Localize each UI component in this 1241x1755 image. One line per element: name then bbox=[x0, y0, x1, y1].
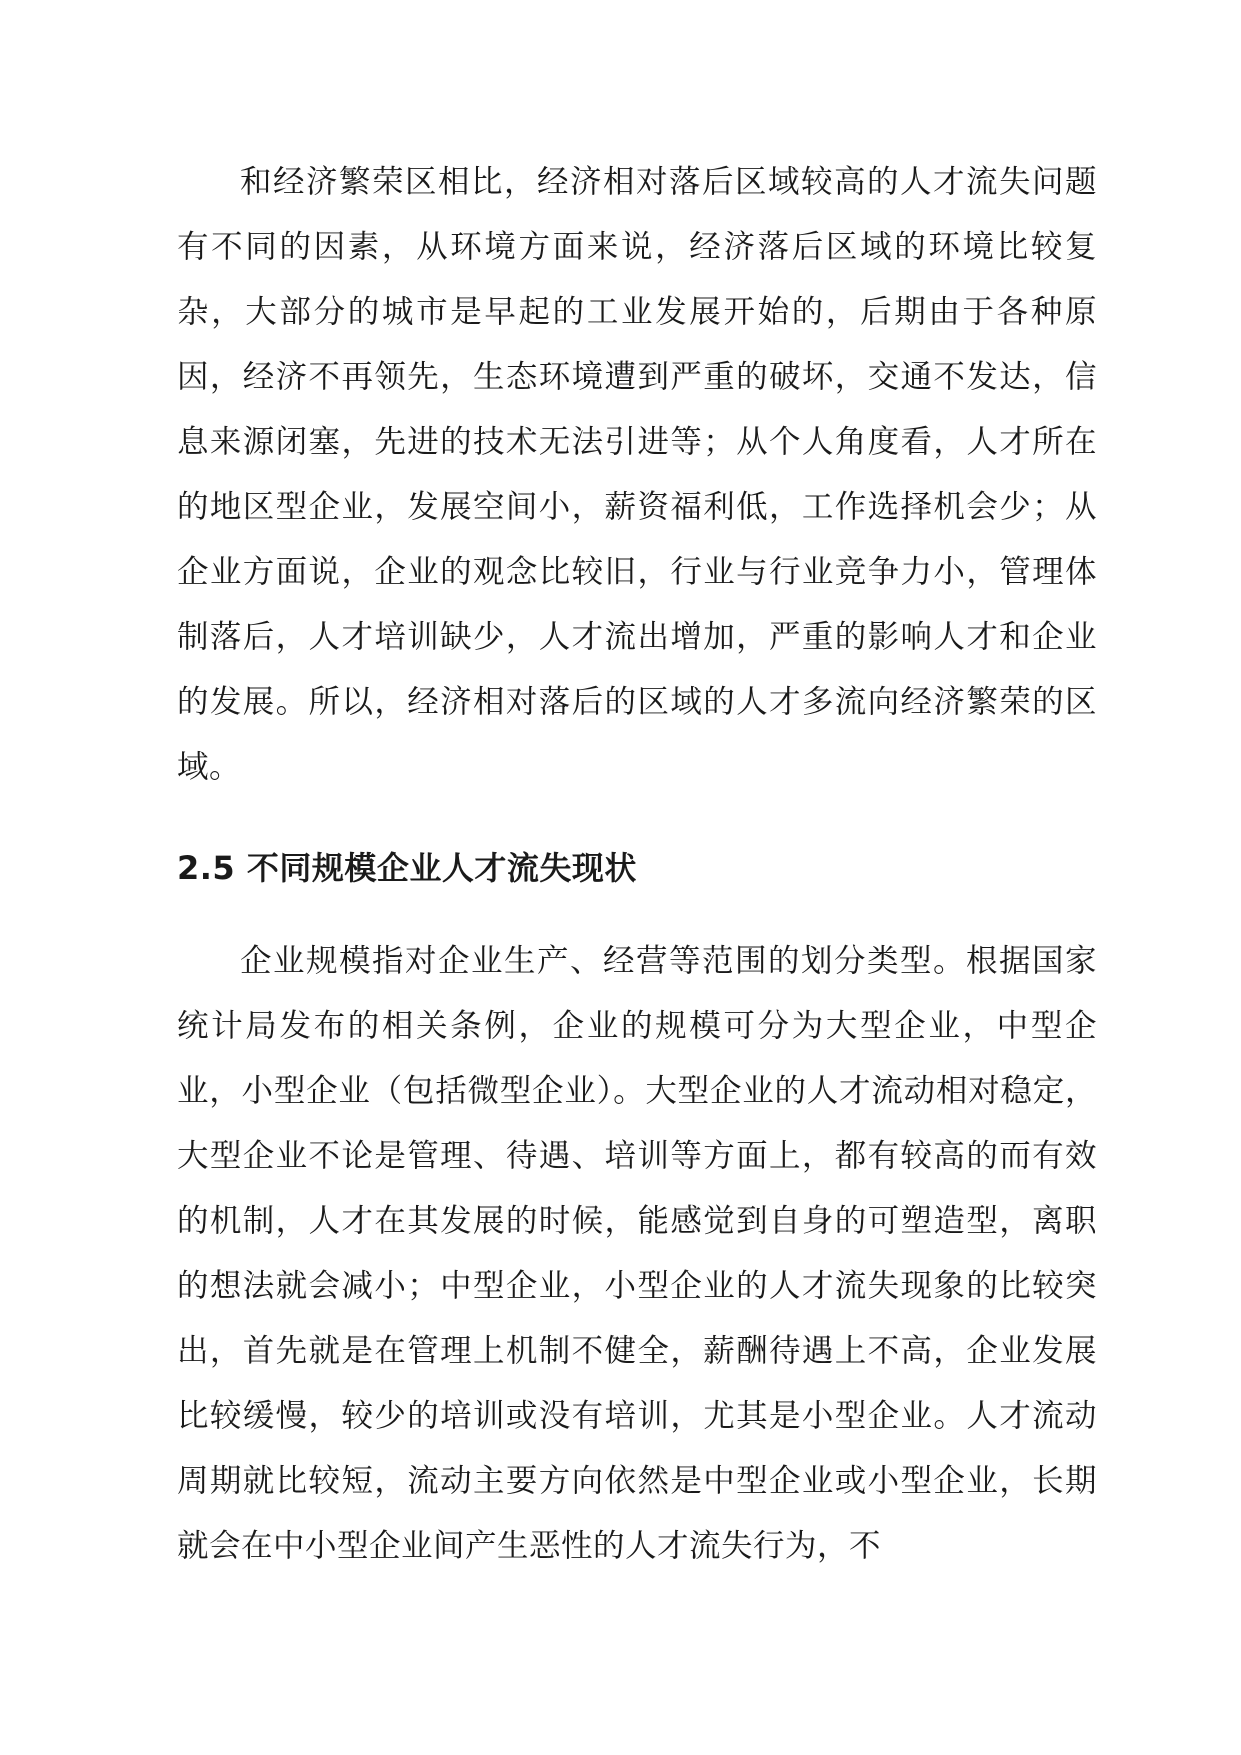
body-paragraph-1: 和经济繁荣区相比，经济相对落后区域较高的人才流失问题有不同的因素，从环境方面来说，经济落后区域的环境比较复杂，大部分的城市是早起的工业发展开始的，后期由于各种原因，经济不再领先，生态环境遭到严重的破坏，交通不发达，信息来源闭塞，先进的技术无法引进等；从个人角度看，人才所在的地区型企业，发展空间小，薪资福利低，工作选择机会少；从企业方面说，企业的观念比较旧，行业与行业竞争力小，管理体制落后，人才培训缺少，人才流出增加，严重的影响人才和企业的发展。所以，经济相对落后的区域的人才多流向经济繁荣的区域。 bbox=[177, 164, 1097, 785]
document-page bbox=[177, 150, 1097, 1579]
body-paragraph-2: 企业规模指对企业生产、经营等范围的划分类型。根据国家统计局发布的相关条例，企业的规模可分为大型企业，中型企业，小型企业（包括微型企业）。大型企业的人才流动相对稳定，大型企业不论是管理、待遇、培训等方面上，都有较高的而有效的机制，人才在其发展的时候，能感觉到自身的可塑造型，离职的想法就会减小；中型企业，小型企业的人才流失现象的比较突出，首先就是在管理上机制不健全，薪酬待遇上不高，企业发展比较缓慢，较少的培训或没有培训，尤其是小型企业。人才流动周期就比较短，流动主要方向依然是中型企业或小型企业，长期就会在中小型企业间产生恶性的人才流失行为，不 bbox=[177, 943, 1097, 1564]
section-heading: 2.5 不同规模企业人才流失现状 bbox=[177, 849, 637, 887]
